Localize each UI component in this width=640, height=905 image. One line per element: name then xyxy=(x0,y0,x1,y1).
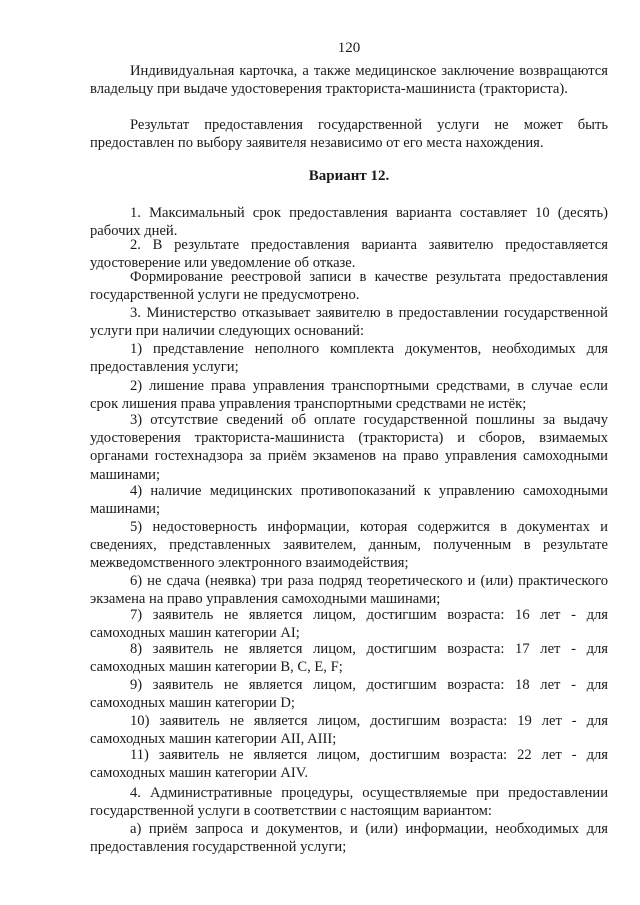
paragraph-result: 2. В результате предоставления варианта заявителю предоставляется удостоверение или уведомление об отказе. xyxy=(90,237,608,272)
paragraph-registry-record: Формирование реестровой записи в качестве результата предоставления государственной услуги не предусмотрено. xyxy=(90,269,608,304)
paragraph-refusal-grounds: 3. Министерство отказывает заявителю в предоставлении государственной услуги при наличии следующих оснований: xyxy=(90,305,608,340)
intro-paragraph-2: Результат предоставления государственной услуги не может быть предоставлен по выбору заявителя независимо от его места нахождения. xyxy=(90,117,608,152)
list-item-1: 1) представление неполного комплекта документов, необходимых для предоставления услуги; xyxy=(90,341,608,376)
paragraph-max-term: 1. Максимальный срок предоставления варианта составляет 10 (десять) рабочих дней. xyxy=(90,205,608,240)
list-item-5: 5) недостоверность информации, которая содержится в документах и сведениях, представленных заявителем, данным, полученным в результате межведомственного электронного взаимодействия; xyxy=(90,519,608,572)
page-number: 120 xyxy=(337,40,361,56)
list-item-11: 11) заявитель не является лицом, достигшим возраста: 22 лет - для самоходных машин категории AIV. xyxy=(90,747,608,782)
list-item-8: 8) заявитель не является лицом, достигшим возраста: 17 лет - для самоходных машин категории B, C, E, F; xyxy=(90,641,608,676)
list-item-7: 7) заявитель не является лицом, достигшим возраста: 16 лет - для самоходных машин категории AI; xyxy=(90,607,608,642)
list-item-3: 3) отсутствие сведений об оплате государственной пошлины за выдачу удостоверения тракториста-машиниста (тракториста) и сборов, взимаемых органами гостехнадзора за приём экзаменов на право управления самоходными машинами; xyxy=(90,412,608,483)
intro-paragraph-1: Индивидуальная карточка, а также медицинское заключение возвращаются владельцу при выдаче удостоверения тракториста-машиниста (тракториста). xyxy=(90,63,608,98)
list-item-10: 10) заявитель не является лицом, достигшим возраста: 19 лет - для самоходных машин категории AII, AIII; xyxy=(90,713,608,748)
variant-heading: Вариант 12. xyxy=(308,168,390,184)
procedure-item-a: а) приём запроса и документов, и (или) информации, необходимых для предоставления государственной услуги; xyxy=(90,821,608,856)
list-item-9: 9) заявитель не является лицом, достигшим возраста: 18 лет - для самоходных машин категории D; xyxy=(90,677,608,712)
list-item-4: 4) наличие медицинских противопоказаний к управлению самоходными машинами; xyxy=(90,483,608,518)
list-item-6: 6) не сдача (неявка) три раза подряд теоретического и (или) практического экзамена на право управления самоходными машинами; xyxy=(90,573,608,608)
paragraph-procedures: 4. Административные процедуры, осуществляемые при предоставлении государственной услуги в соответствии с настоящим вариантом: xyxy=(90,785,608,820)
list-item-2: 2) лишение права управления транспортными средствами, в случае если срок лишения права управления транспортными средствами не истёк; xyxy=(90,378,608,413)
